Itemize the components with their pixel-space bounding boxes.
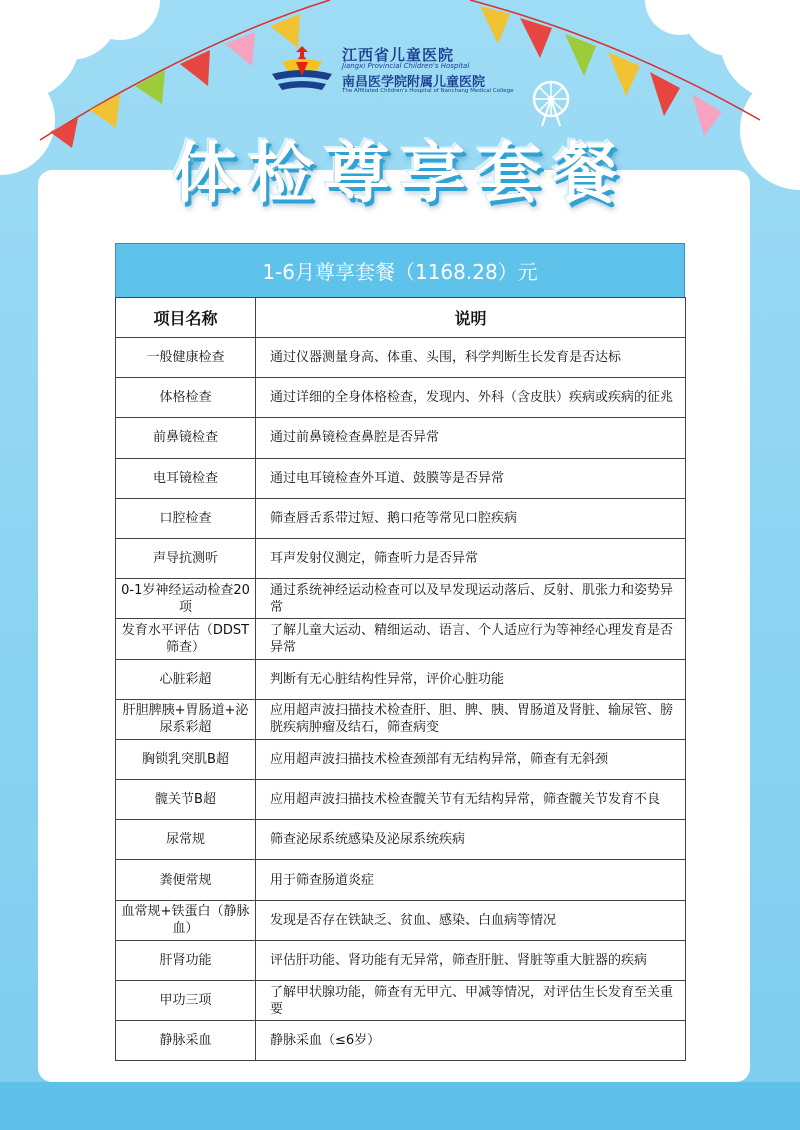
- item-description-cell: 发现是否存在铁缺乏、贫血、感染、白血病等情况: [256, 900, 686, 940]
- hospital-logo: [268, 42, 514, 100]
- table-row: [116, 981, 686, 1021]
- table-row: [116, 579, 686, 619]
- item-description-cell: 筛查唇舌系带过短、鹅口疮等常见口腔疾病: [256, 498, 686, 538]
- bottom-band: [0, 1082, 800, 1130]
- item-name-cell: 甲功三项: [116, 981, 256, 1021]
- item-description-cell: 应用超声波扫描技术检查髋关节有无结构异常，筛查髋关节发育不良: [256, 780, 686, 820]
- item-description-cell: 通过详细的全身体格检查，发现内、外科（含皮肤）疾病或疾病的征兆: [256, 378, 686, 418]
- item-description-cell: 判断有无心脏结构性异常，评价心脏功能: [256, 659, 686, 699]
- hospital-emblem-icon: [268, 42, 336, 94]
- table-row: [116, 498, 686, 538]
- table-row: [116, 659, 686, 699]
- hospital-affiliate-name: 南昌医学院附属儿童医院: [342, 75, 486, 90]
- item-description-cell: 应用超声波扫描技术检查颈部有无结构异常，筛查有无斜颈: [256, 739, 686, 779]
- table-row: [116, 538, 686, 578]
- table-row: [116, 619, 686, 659]
- hospital-name: 江西省儿童医院: [342, 46, 455, 64]
- item-name-cell: 电耳镜检查: [116, 458, 256, 498]
- item-description-cell: 通过系统神经运动检查可以及早发现运动落后、反射、肌张力和姿势异常: [256, 579, 686, 619]
- item-name-cell: 胸锁乳突肌B超: [116, 739, 256, 779]
- item-description-cell: 评估肝功能、肾功能有无异常，筛查肝脏、肾脏等重大脏器的疾病: [256, 940, 686, 980]
- table-row: [116, 418, 686, 458]
- item-name-cell: 前鼻镜检查: [116, 418, 256, 458]
- hospital-name-en: Jiangxi Provincial Children's Hospital: [342, 62, 470, 70]
- hospital-affiliate-name-en: The Affiliated Children's Hospital of Nanchang Medical College: [342, 88, 514, 94]
- table-row: [116, 860, 686, 900]
- item-description-cell: 应用超声波扫描技术检查肝、胆、脾、胰、胃肠道及肾脏、输尿管、膀胱疾病肿瘤及结石，筛查病变: [256, 699, 686, 739]
- item-description-cell: 了解儿童大运动、精细运动、语言、个人适应行为等神经心理发育是否异常: [256, 619, 686, 659]
- item-name-cell: 一般健康检查: [116, 338, 256, 378]
- table-row: [116, 378, 686, 418]
- column-header-item-name: 项目名称: [116, 298, 256, 338]
- item-name-cell: 心脏彩超: [116, 659, 256, 699]
- item-name-cell: 静脉采血: [116, 1021, 256, 1061]
- item-description-cell: 通过前鼻镜检查鼻腔是否异常: [256, 418, 686, 458]
- item-name-cell: 髋关节B超: [116, 780, 256, 820]
- table-row: [116, 820, 686, 860]
- table-row: [116, 1021, 686, 1061]
- item-name-cell: 肝胆脾胰+胃肠道+泌尿系彩超: [116, 699, 256, 739]
- table-row: [116, 780, 686, 820]
- item-name-cell: 0-1岁神经运动检查20项: [116, 579, 256, 619]
- item-description-cell: 通过仪器测量身高、体重、头围，科学判断生长发育是否达标: [256, 338, 686, 378]
- table-row: [116, 699, 686, 739]
- table-row: [116, 458, 686, 498]
- table-row: [116, 338, 686, 378]
- package-table: [115, 297, 686, 1061]
- item-name-cell: 粪便常规: [116, 860, 256, 900]
- item-name-cell: 尿常规: [116, 820, 256, 860]
- package-table-body: [116, 338, 686, 1061]
- item-description-cell: 通过电耳镜检查外耳道、鼓膜等是否异常: [256, 458, 686, 498]
- table-row: [116, 940, 686, 980]
- page-title: 体检尊享套餐: [172, 135, 628, 212]
- item-name-cell: 口腔检查: [116, 498, 256, 538]
- column-header-description: 说明: [256, 298, 686, 338]
- item-name-cell: 肝肾功能: [116, 940, 256, 980]
- item-name-cell: 发育水平评估（DDST筛查）: [116, 619, 256, 659]
- item-name-cell: 体格检查: [116, 378, 256, 418]
- package-table-container: [115, 243, 685, 1061]
- item-name-cell: 血常规+铁蛋白（静脉血）: [116, 900, 256, 940]
- table-row: [116, 739, 686, 779]
- item-description-cell: 耳声发射仪测定，筛查听力是否异常: [256, 538, 686, 578]
- item-description-cell: 静脉采血（≤6岁）: [256, 1021, 686, 1061]
- item-description-cell: 用于筛查肠道炎症: [256, 860, 686, 900]
- item-name-cell: 声导抗测听: [116, 538, 256, 578]
- item-description-cell: 了解甲状腺功能，筛查有无甲亢、甲减等情况，对评估生长发育至关重要: [256, 981, 686, 1021]
- table-row: [116, 900, 686, 940]
- item-description-cell: 筛查泌尿系统感染及泌尿系统疾病: [256, 820, 686, 860]
- package-title: 1-6月尊享套餐（1168.28）元: [115, 243, 685, 297]
